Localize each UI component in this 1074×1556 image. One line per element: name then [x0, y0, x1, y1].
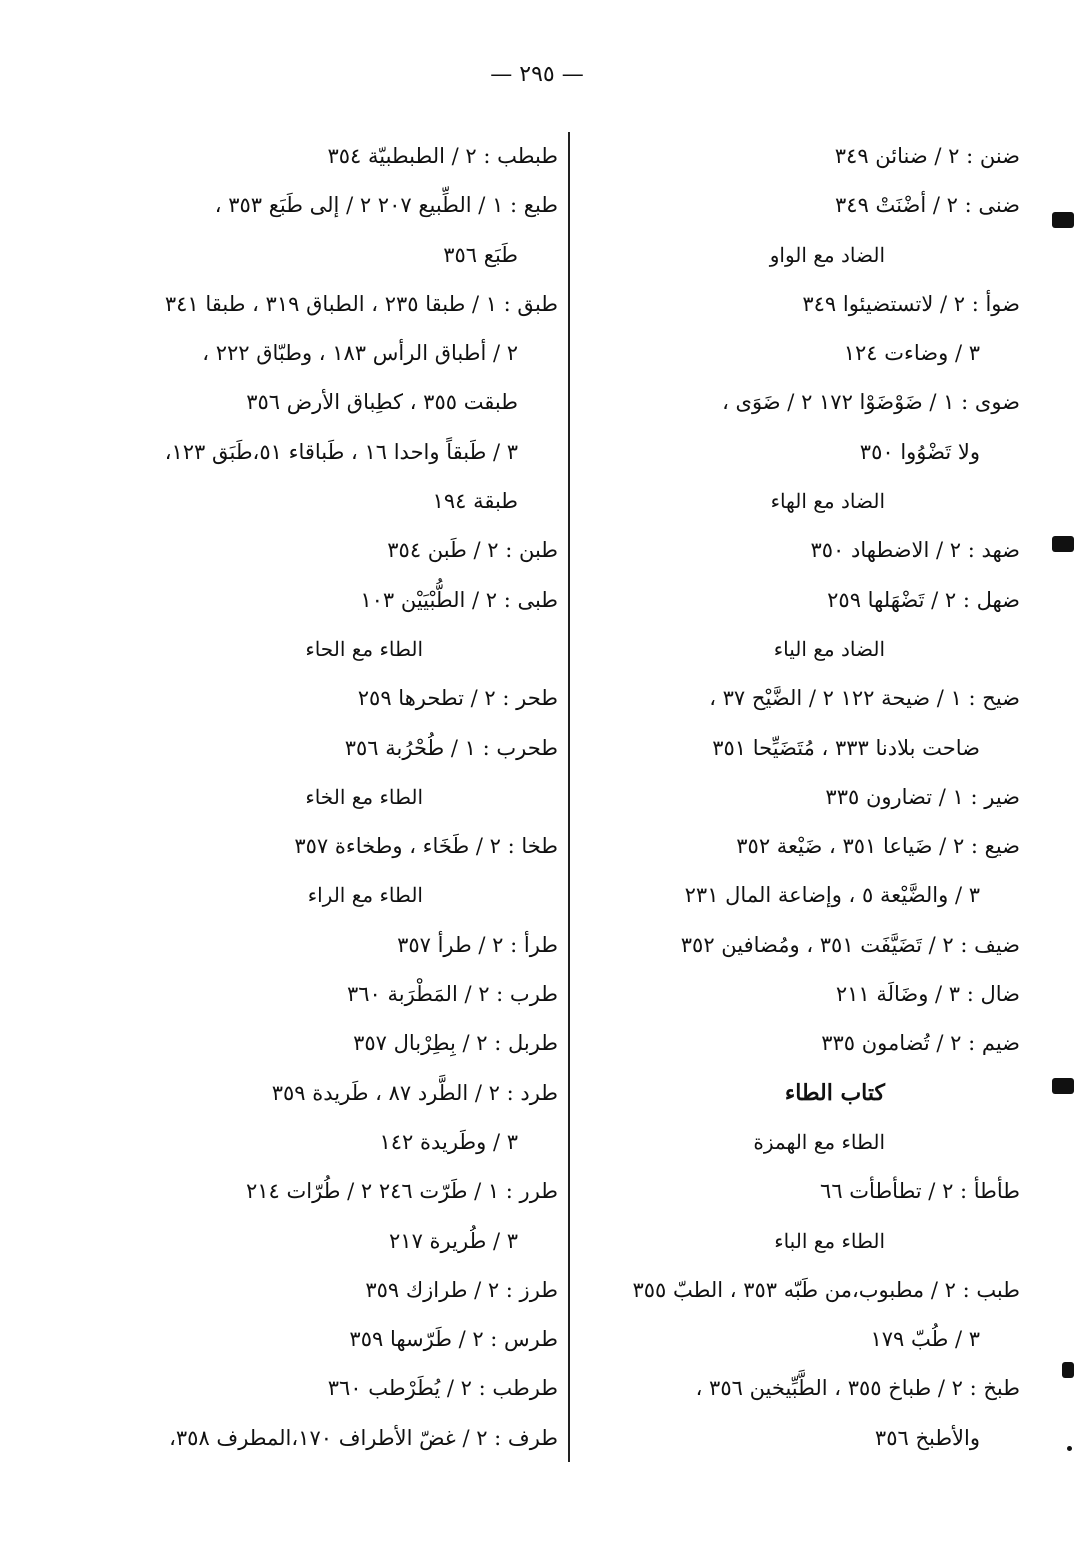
index-entry: طرف : ٢ / غضّ الأطراف ١٧٠،المطرف ٣٥٨، [169, 1425, 558, 1450]
section-heading: الطاء مع الباء [774, 1228, 885, 1253]
index-entry: طحرب : ١ / طُحْرُبة ٣٥٦ [344, 735, 558, 760]
index-entry-continuation: ٣ / طُريرة ٢١٧ [389, 1228, 518, 1253]
margin-mark [1052, 1078, 1074, 1094]
index-entry: ضيح : ١ / ضيحة ١٢٢ ٢ / الضَّيْح ٣٧ ، [709, 686, 1020, 711]
section-heading: الضاد مع الهاء [770, 489, 885, 514]
index-entry-continuation: ٣ / وطَريدة ١٤٢ [379, 1129, 518, 1154]
section-heading: الضاد مع الياء [773, 636, 885, 661]
index-entry-continuation: ولا تَضْوُوا ٣٥٠ [859, 439, 980, 464]
margin-mark [1052, 536, 1074, 552]
section-heading: الطاء مع الهمزة [753, 1129, 885, 1154]
index-entry-continuation: طبقت ٣٥٥ ، كطِباق الأرض ٣٥٦ [246, 390, 518, 415]
index-entry-continuation: طبقة ١٩٤ [432, 489, 518, 514]
column-divider [568, 132, 570, 1462]
index-entry: طبع : ١ / الطِّبيع ٢٠٧ ٢ / إلى طَبَع ٣٥٣ ، [214, 193, 558, 218]
index-entry: ضيف : ٢ / تَضَيَّفَت ٣٥١ ، ومُضافين ٣٥٢ [680, 932, 1020, 957]
index-entry: ضوأ : ٢ / لاتستضيئوا ٣٤٩ [802, 291, 1020, 316]
index-entry: طرطب : ٢ / يُطَرْطب ٣٦٠ [327, 1376, 558, 1401]
section-heading: الطاء مع الحاء [305, 636, 423, 661]
index-entry: طبب : ٢ / مطبوب،من طَبّه ٣٥٣ ، الطبّ ٣٥٥ [632, 1277, 1020, 1302]
section-heading: الطاء مع الراء [307, 883, 423, 908]
index-entry: ضال : ٣ / وضَالَة ٢١١ [835, 982, 1020, 1007]
index-entry: ضيم : ٢ / تُضامون ٣٣٥ [821, 1031, 1020, 1056]
left-column [128, 132, 558, 1463]
margin-mark [1062, 1362, 1074, 1378]
index-entry: طخا : ٢ / طَخَاء ، وطخاءة ٣٥٧ [294, 834, 558, 859]
index-entry-continuation: ضاحت بلادنا ٣٣٣ ، مُتَضَيِّحا ٣٥١ [712, 735, 980, 760]
index-entry: طرأ : ٢ / طرأ ٣٥٧ [397, 932, 558, 957]
index-entry-continuation: ٢ / أطباق الرأس ١٨٣ ، وطبّاق ٢٢٢ ، [202, 341, 518, 366]
index-entry: طأطأ : ٢ / تطأطأت ٦٦ [820, 1179, 1020, 1204]
index-entry: طبخ : ٢ / طباخ ٣٥٥ ، الطَّبِّيخين ٣٥٦ ، [695, 1376, 1020, 1401]
index-entry: طبن : ٢ / طَبن ٣٥٤ [387, 538, 558, 563]
index-entry: طربل : ٢ / بِطِرْبال ٣٥٧ [353, 1031, 558, 1056]
index-entry-continuation: طَبَع ٣٥٦ [443, 242, 518, 267]
index-entry: طبى : ٢ / الطُّبْيَيْن ١٠٣ [360, 587, 558, 612]
page-number: — ٢٩٥ — [490, 62, 584, 87]
index-entry: طحر : ٢ / تطحرها ٢٥٩ [357, 686, 558, 711]
index-entry: طرر : ١ / طَرّت ٢٤٦ ٢ / طُرّات ٢١٤ [246, 1179, 558, 1204]
index-entry: طبق : ١ / طبقا ٢٣٥ ، الطباق ٣١٩ ، طبقا ٣٤١ [164, 291, 558, 316]
section-heading: الطاء مع الخاء [305, 784, 423, 809]
index-entry: طرب : ٢ / المَطْرَبة ٣٦٠ [346, 982, 558, 1007]
section-heading: الضاد مع الواو [769, 242, 885, 267]
index-entry: طرس : ٢ / طَرّسها ٣٥٩ [349, 1327, 558, 1352]
book-heading: كتاب الطاء [784, 1079, 885, 1106]
index-entry: ضير : ١ / تضارون ٣٣٥ [825, 784, 1020, 809]
index-entry-continuation: والأطبخ ٣٥٦ [874, 1425, 980, 1450]
margin-mark [1052, 212, 1074, 228]
index-entry: ضهد : ٢ / الاضطهاد ٣٥٠ [810, 538, 1020, 563]
index-entry: طرز : ٢ / طرازك ٣٥٩ [365, 1277, 558, 1302]
index-entry: ضيع : ٢ / ضَياعا ٣٥١ ، ضَيْعة ٣٥٢ [736, 834, 1020, 859]
index-entry: ضنن : ٢ / ضنائن ٣٤٩ [834, 144, 1020, 168]
margin-dot [1067, 1446, 1072, 1451]
index-entry-continuation: ٣ / طَبقاً واحدا ١٦ ، طَباقاء ٥١،طَبَق ١٢٣، [164, 439, 518, 464]
index-entry-continuation: ٣ / والضَّيْعة ٥ ، وإضاعة المال ٢٣١ [684, 883, 980, 908]
index-entry: طبطب : ٢ / الطبطبيّة ٣٥٤ [327, 144, 558, 168]
index-entry: ضنى : ٢ / أضْنَتْ ٣٤٩ [835, 193, 1020, 218]
index-entry-continuation: ٣ / طُبّ ١٧٩ [870, 1327, 980, 1352]
index-entry: طرد : ٢ / الطَّرد ٨٧ ، طَريدة ٣٥٩ [271, 1080, 558, 1105]
index-entry: ضهل : ٢ / تَضْهَلها ٢٥٩ [827, 587, 1020, 612]
index-entry-continuation: ٣ / وضاءت ١٢٤ [843, 341, 980, 366]
index-entry: ضوى : ١ / ضَوْضَوْا ١٧٢ ٢ / ضَوَى ، [722, 390, 1020, 415]
right-column [590, 132, 1020, 1463]
